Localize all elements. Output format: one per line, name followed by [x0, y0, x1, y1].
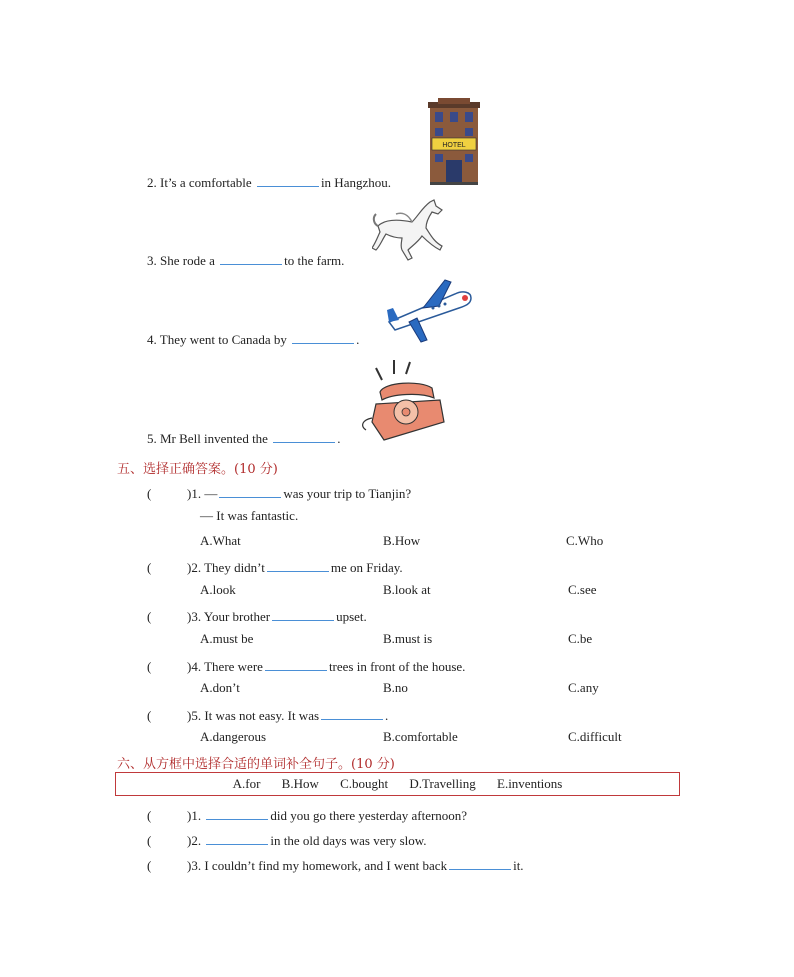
fill-question-1 — [147, 805, 467, 824]
question-3 — [147, 250, 344, 269]
question-number: )5. — [187, 708, 202, 723]
question-text: trees in front of the house. — [328, 659, 466, 674]
word-bank-item: C.bought — [340, 776, 389, 791]
question-2 — [147, 172, 391, 191]
telephone-picture — [360, 358, 446, 442]
answer-paren[interactable]: ( — [147, 560, 152, 575]
answer-paren[interactable]: ( — [147, 708, 152, 723]
option-a[interactable]: A.dangerous — [200, 729, 267, 744]
mc-question-4 — [147, 656, 465, 675]
word-bank-item: B.How — [281, 776, 319, 791]
question-5-before: 5. Mr Bell invented the — [147, 431, 268, 446]
answer-blank[interactable] — [206, 805, 268, 820]
option-b[interactable]: B.How — [383, 533, 421, 548]
word-bank-item: E.inventions — [497, 776, 563, 791]
answer-paren[interactable]: ( — [147, 486, 152, 501]
question-number: )3. — [187, 858, 202, 873]
section-6-title: 六、从方框中选择合适的单词补全句子。(10 分) — [117, 757, 395, 772]
word-bank-item: D.Travelling — [409, 776, 476, 791]
answer-blank[interactable] — [219, 483, 281, 498]
question-4 — [147, 329, 359, 348]
answer-blank[interactable] — [273, 428, 335, 443]
option-b[interactable]: B.look at — [383, 582, 431, 597]
answer-blank[interactable] — [265, 656, 327, 671]
question-number: )4. — [187, 659, 202, 674]
option-a[interactable]: A.must be — [200, 631, 254, 646]
answer-blank[interactable] — [206, 830, 268, 845]
mc-question-3 — [147, 606, 367, 625]
answer-blank[interactable] — [220, 250, 282, 265]
word-bank — [115, 772, 680, 796]
question-text: did you go there yesterday afternoon? — [270, 808, 468, 823]
answer-paren[interactable]: ( — [147, 659, 152, 674]
answer-paren[interactable]: ( — [147, 833, 152, 848]
option-b[interactable]: B.comfortable — [383, 729, 458, 744]
hotel-picture — [428, 98, 480, 186]
answer-blank[interactable] — [449, 855, 511, 870]
hotel-sign-text: HOTEL — [442, 142, 466, 149]
question-number: )1. — [187, 808, 202, 823]
plane-picture — [383, 278, 473, 344]
question-text: upset. — [336, 609, 367, 624]
option-c[interactable]: C.any — [568, 680, 599, 695]
fill-question-3 — [147, 855, 524, 874]
horse-picture — [372, 198, 448, 264]
answer-blank[interactable] — [321, 705, 383, 720]
question-text: it. — [513, 858, 524, 873]
option-c[interactable]: C.see — [568, 582, 597, 597]
question-3-before: 3. She rode a — [147, 253, 215, 268]
question-text: It was not easy. It was — [204, 708, 320, 723]
question-text: There were — [204, 659, 263, 674]
option-c[interactable]: C.Who — [566, 533, 604, 548]
question-number: )2. — [187, 560, 202, 575]
dash: — — [204, 486, 218, 501]
question-text: Your brother — [203, 609, 271, 624]
mc-question-5 — [147, 705, 388, 724]
option-a[interactable]: A.look — [200, 582, 236, 597]
question-text: . — [385, 708, 389, 723]
answer-paren[interactable]: ( — [147, 808, 152, 823]
option-a[interactable]: A.don’t — [200, 680, 240, 695]
question-number: )3. — [187, 609, 202, 624]
question-4-before: 4. They went to Canada by — [147, 332, 287, 347]
question-2-before: 2. It’s a comfortable — [147, 175, 252, 190]
question-5 — [147, 428, 340, 447]
question-2-after: in Hangzhou. — [320, 175, 391, 190]
question-5-after: . — [337, 431, 341, 446]
answer-paren[interactable]: ( — [147, 609, 152, 624]
option-b[interactable]: B.no — [383, 680, 408, 695]
mc-question-1 — [147, 483, 411, 502]
question-text: was your trip to Tianjin? — [283, 486, 412, 501]
question-4-after: . — [356, 332, 360, 347]
word-bank-item: A.for — [232, 776, 261, 791]
answer-blank[interactable] — [257, 172, 319, 187]
answer-blank[interactable] — [272, 606, 334, 621]
section-5-title: 五、选择正确答案。(10 分) — [117, 462, 278, 477]
question-text: me on Friday. — [330, 560, 403, 575]
question-text: They didn’t — [204, 560, 265, 575]
question-number: )2. — [187, 833, 202, 848]
option-c[interactable]: C.be — [568, 631, 593, 646]
mc-reply-1: — It was fantastic. — [200, 508, 299, 523]
question-3-after: to the farm. — [284, 253, 345, 268]
answer-paren[interactable]: ( — [147, 858, 152, 873]
question-number: )1. — [187, 486, 202, 501]
option-c[interactable]: C.difficult — [568, 729, 622, 744]
fill-question-2 — [147, 830, 427, 849]
answer-blank[interactable] — [267, 557, 329, 572]
question-text: in the old days was very slow. — [270, 833, 427, 848]
mc-question-2 — [147, 557, 403, 576]
option-b[interactable]: B.must is — [383, 631, 433, 646]
option-a[interactable]: A.What — [200, 533, 241, 548]
question-text: I couldn’t find my homework, and I went back — [204, 858, 448, 873]
answer-blank[interactable] — [292, 329, 354, 344]
